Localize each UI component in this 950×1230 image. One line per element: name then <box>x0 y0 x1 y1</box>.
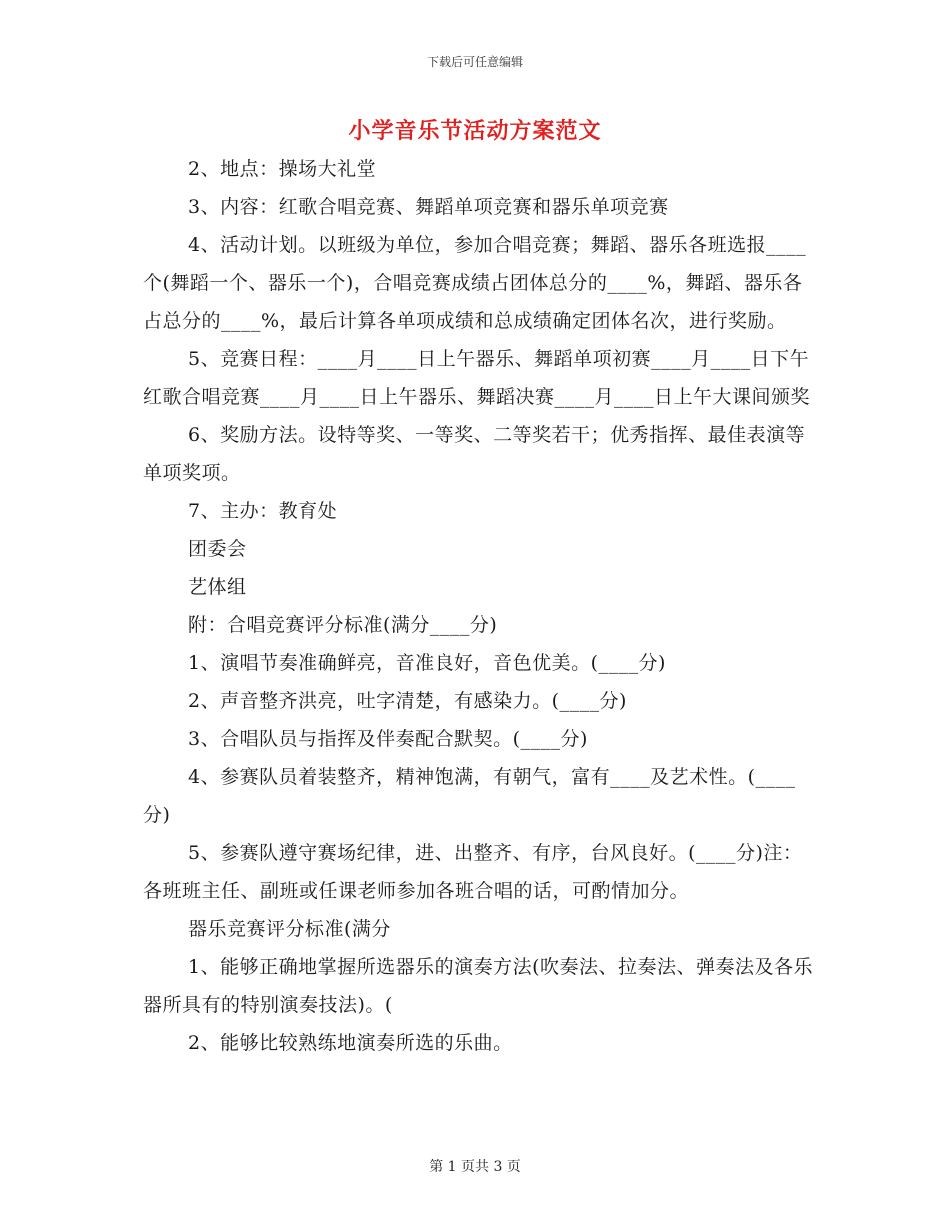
paragraph-instrument-criteria-heading: 器乐竞赛评分标准(满分 <box>188 918 391 940</box>
header-note: 下载后可任意编辑 <box>426 55 523 69</box>
paragraph-awards: 6、奖励方法。设特等奖、一等奖、二等奖若干；优秀指挥、最佳表演等单项奖项。 <box>143 424 806 484</box>
paragraph-organizer: 7、主办：教育处 <box>188 500 338 522</box>
paragraph-content: 3、内容：红歌合唱竞赛、舞蹈单项竞赛和器乐单项竞赛 <box>188 196 669 218</box>
paragraph-choir-criterion-4: 4、参赛队员着装整齐，精神饱满，有朝气，富有____及艺术性。(____分) <box>143 766 796 826</box>
document-body <box>143 150 813 1062</box>
paragraph-choir-criterion-5: 5、参赛队遵守赛场纪律，进、出整齐、有序，台风良好。(____分)注：各班班主任、副班或任课老师参加各班合唱的话，可酌情加分。 <box>143 842 803 902</box>
paragraph-plan: 4、活动计划。以班级为单位，参加合唱竞赛；舞蹈、器乐各班选报____个(舞蹈一个、器乐一个)，合唱竞赛成绩占团体总分的____%，舞蹈、器乐各占总分的____%，最后计算各单项成绩和总成绩确定团体名次，进行奖励。 <box>143 234 807 332</box>
paragraph-location: 2、地点：操场大礼堂 <box>188 158 377 180</box>
paragraph-choir-criterion-2: 2、声音整齐洪亮，吐字清楚，有感染力。(____分) <box>188 690 627 712</box>
paragraph-choir-criterion-1: 1、演唱节奏准确鲜亮，音准良好，音色优美。(____分) <box>188 652 666 674</box>
document-title: 小学音乐节活动方案范文 <box>348 118 602 144</box>
paragraph-instrument-criterion-1: 1、能够正确地掌握所选器乐的演奏方法(吹奏法、拉奏法、弹奏法及各乐器所具有的特别演奏技法)。( <box>143 956 814 1016</box>
paragraph-organizer-arts: 艺体组 <box>188 576 247 598</box>
paragraph-schedule: 5、竞赛日程：____月____日上午器乐、舞蹈单项初赛____月____日下午红歌合唱竞赛____月____日上午器乐、舞蹈决赛____月____日上午大课间颁奖 <box>143 348 811 408</box>
paragraph-instrument-criterion-2: 2、能够比较熟练地演奏所选的乐曲。 <box>188 1032 513 1054</box>
paragraph-choir-criteria-heading: 附：合唱竞赛评分标准(满分____分) <box>188 614 498 636</box>
paragraph-choir-criterion-3: 3、合唱队员与指挥及伴奏配合默契。(____分) <box>188 728 588 750</box>
paragraph-organizer-youth: 团委会 <box>188 538 247 560</box>
page-indicator: 第 1 页共 3 页 <box>429 1159 521 1175</box>
